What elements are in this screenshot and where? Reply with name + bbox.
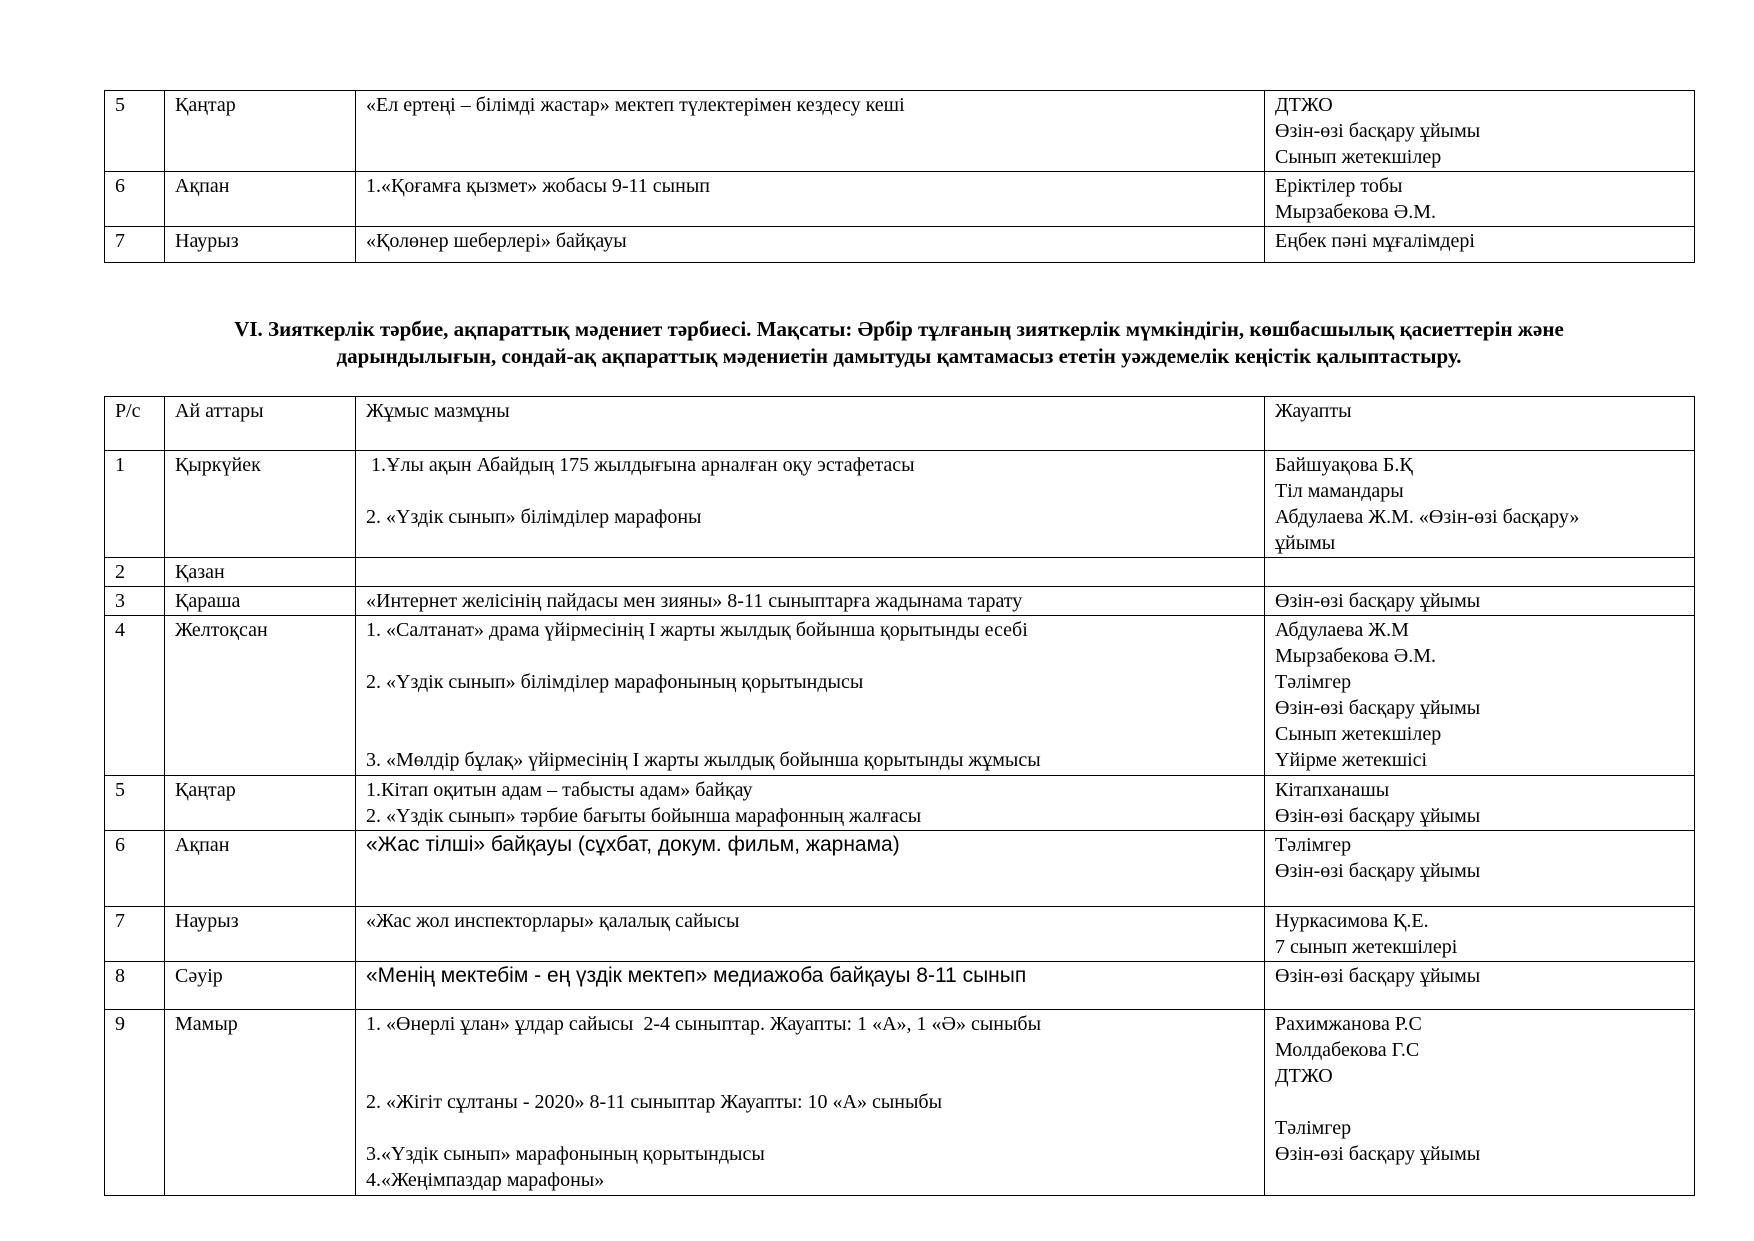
responsible-line: Өзін-өзі басқару ұйымы: [1275, 805, 1481, 827]
row-month: Қаңтар: [165, 91, 356, 172]
responsible-line: ДТЖО: [1275, 94, 1333, 116]
row-responsible: [1265, 587, 1695, 616]
row-responsible: [1265, 907, 1695, 962]
responsible-line: Мырзабекова Ә.М.: [1275, 645, 1437, 667]
row-month: Ақпан: [165, 172, 356, 227]
responsible-line: Абдулаева Ж.М: [1275, 619, 1409, 641]
row-number: 5: [105, 91, 165, 172]
row-number: 1: [105, 451, 165, 558]
row-number: 4: [105, 616, 165, 776]
table-row: [105, 831, 1695, 907]
row-responsible: [1265, 831, 1695, 907]
row-work: [356, 451, 1265, 558]
work-line: 2. «Үздік сынып» тәрбие бағыты бойынша марафонның жалғасы: [366, 805, 922, 827]
row-work: [356, 1010, 1265, 1196]
table-header-row: [105, 397, 1695, 451]
row-work: [356, 962, 1265, 1010]
row-responsible: [1265, 1010, 1695, 1196]
row-responsible: [1265, 227, 1695, 263]
work-line: 1.Кітап оқитын адам – табысты адам» байқау: [366, 779, 753, 801]
row-work: [356, 227, 1265, 263]
work-line: «Интернет желісінің пайдасы мен зияны» 8-11 сыныптарға жадынама тарату: [366, 590, 1023, 612]
work-line: «Менің мектебім - ең үздік мектеп» медиажоба байқауы 8-11 сынып: [366, 964, 1027, 987]
header-month: Ай аттары: [165, 397, 356, 451]
responsible-line: Байшуақова Б.Қ: [1275, 454, 1413, 476]
work-line: 2. «Үздік сынып» білімділер марафонының қорытындысы: [366, 671, 864, 693]
responsible-line: Рахимжанова Р.С: [1275, 1013, 1422, 1035]
responsible-line: Өзін-өзі басқару ұйымы: [1275, 590, 1481, 612]
row-month: Қараша: [165, 587, 356, 616]
table-row: [105, 962, 1695, 1010]
table-row: [105, 1010, 1695, 1196]
row-work: [356, 907, 1265, 962]
work-line: «Жас тілші» байқауы (сұхбат, докум. фильм, жарнама): [366, 833, 900, 856]
work-line: 2. «Жігіт сұлтаны - 2020» 8-11 сыныптар Жауапты: 10 «А» сыныбы: [366, 1091, 943, 1113]
responsible-line: Тәлімгер: [1275, 834, 1352, 856]
responsible-line: Нуркасимова Қ.Е.: [1275, 910, 1429, 932]
table-row: [105, 907, 1695, 962]
row-number: 8: [105, 962, 165, 1010]
responsible-line: Еңбек пәні мұғалімдері: [1275, 230, 1475, 252]
row-responsible: [1265, 558, 1695, 587]
table-row: [105, 451, 1695, 558]
table-row: [105, 587, 1695, 616]
responsible-line: Кітапханашы: [1275, 779, 1390, 801]
section-heading-line: VI. Зияткерлік тәрбие, ақпараттық мәдениет тәрбиесі. Мақсаты: Әрбір тұлғаның зияткерлік мүмкіндігін, көшбасшылық қасиеттерін және: [234, 317, 1564, 341]
responsible-line: Сынып жетекшілер: [1275, 146, 1442, 168]
section-heading-line: дарындылығын, сондай-ақ ақпараттық мәдениетін дамытуды қамтамасыз ететін уәждемелік кеңістік қалыптастыру.: [336, 344, 1462, 368]
row-responsible: [1265, 91, 1695, 172]
row-responsible: [1265, 451, 1695, 558]
section-heading: [104, 316, 1694, 370]
row-work: [356, 587, 1265, 616]
work-line: 3.«Үздік сынып» марафонының қорытындысы: [366, 1143, 765, 1165]
row-number: 9: [105, 1010, 165, 1196]
responsible-line: Өзін-өзі басқару ұйымы: [1275, 120, 1481, 142]
row-month: Қыркүйек: [165, 451, 356, 558]
row-number: 5: [105, 776, 165, 831]
responsible-line: Тәлімгер: [1275, 1117, 1352, 1139]
table-row: [105, 172, 1695, 227]
work-line: 2. «Үздік сынып» білімділер марафоны: [366, 506, 702, 528]
row-number: 6: [105, 172, 165, 227]
work-line: 3. «Мөлдір бұлақ» үйірмесінің І жарты жылдық бойынша қорытынды жұмысы: [366, 749, 1041, 771]
header-number: Р/с: [105, 397, 165, 451]
row-month: Желтоқсан: [165, 616, 356, 776]
responsible-line: Үйірме жетекшісі: [1275, 749, 1428, 771]
responsible-line: Абдулаева Ж.М. «Өзін-өзі басқару»: [1275, 506, 1580, 528]
work-line: 1. «Өнерлі ұлан» ұлдар сайысы 2-4 сыныптар. Жауапты: 1 «А», 1 «Ә» сыныбы: [366, 1013, 1042, 1035]
work-line: 4.«Жеңімпаздар марафоны»: [366, 1169, 605, 1191]
responsible-line: Еріктілер тобы: [1275, 175, 1403, 197]
row-number: 7: [105, 907, 165, 962]
row-responsible: [1265, 172, 1695, 227]
row-responsible: [1265, 776, 1695, 831]
responsible-line: Молдабекова Г.С: [1275, 1039, 1420, 1061]
row-work: [356, 172, 1265, 227]
row-work: [356, 91, 1265, 172]
responsible-line: Тәлімгер: [1275, 671, 1352, 693]
responsible-line: Мырзабекова Ә.М.: [1275, 201, 1437, 223]
row-month: Ақпан: [165, 831, 356, 907]
work-line: 1. «Салтанат» драма үйірмесінің І жарты жылдық бойынша қорытынды есебі: [366, 619, 1028, 641]
row-work: [356, 616, 1265, 776]
header-responsible: Жауапты: [1265, 397, 1695, 451]
responsible-line: Тіл мамандары: [1275, 480, 1404, 502]
row-work: [356, 776, 1265, 831]
responsible-line: Өзін-өзі басқару ұйымы: [1275, 965, 1481, 987]
table-row: [105, 227, 1695, 263]
work-line: 1.Ұлы ақын Абайдың 175 жылдығына арналған оқу эстафетасы: [366, 454, 915, 476]
row-work: [356, 831, 1265, 907]
row-month: Наурыз: [165, 227, 356, 263]
responsible-line: 7 сынып жетекшілері: [1275, 936, 1458, 958]
table-row: [105, 616, 1695, 776]
top-plan-table: [104, 90, 1695, 263]
row-responsible: [1265, 962, 1695, 1010]
row-month: Сәуір: [165, 962, 356, 1010]
work-line: «Жас жол инспекторлары» қалалық сайысы: [366, 910, 740, 932]
header-work: Жұмыс мазмұны: [356, 397, 1265, 451]
row-month: Мамыр: [165, 1010, 356, 1196]
row-number: 2: [105, 558, 165, 587]
responsible-line: Өзін-өзі басқару ұйымы: [1275, 697, 1481, 719]
table-row: [105, 558, 1695, 587]
row-number: 3: [105, 587, 165, 616]
main-plan-table: [104, 396, 1695, 1196]
work-line: «Ел ертеңі – білімді жастар» мектеп түлектерімен кездесу кеші: [366, 94, 905, 116]
work-line: «Қолөнер шеберлері» байқауы: [366, 230, 627, 252]
responsible-line: ДТЖО: [1275, 1065, 1333, 1087]
row-number: 6: [105, 831, 165, 907]
responsible-line: Өзін-өзі басқару ұйымы: [1275, 1143, 1481, 1165]
responsible-line: Сынып жетекшілер: [1275, 723, 1442, 745]
table-row: [105, 776, 1695, 831]
row-number: 7: [105, 227, 165, 263]
row-work: [356, 558, 1265, 587]
row-month: Наурыз: [165, 907, 356, 962]
row-month: Қаңтар: [165, 776, 356, 831]
responsible-line: Өзін-өзі басқару ұйымы: [1275, 860, 1481, 882]
work-line: 1.«Қоғамға қызмет» жобасы 9-11 сынып: [366, 175, 710, 197]
responsible-line: ұйымы: [1275, 532, 1336, 554]
row-month: Қазан: [165, 558, 356, 587]
row-responsible: [1265, 616, 1695, 776]
table-row: [105, 91, 1695, 172]
